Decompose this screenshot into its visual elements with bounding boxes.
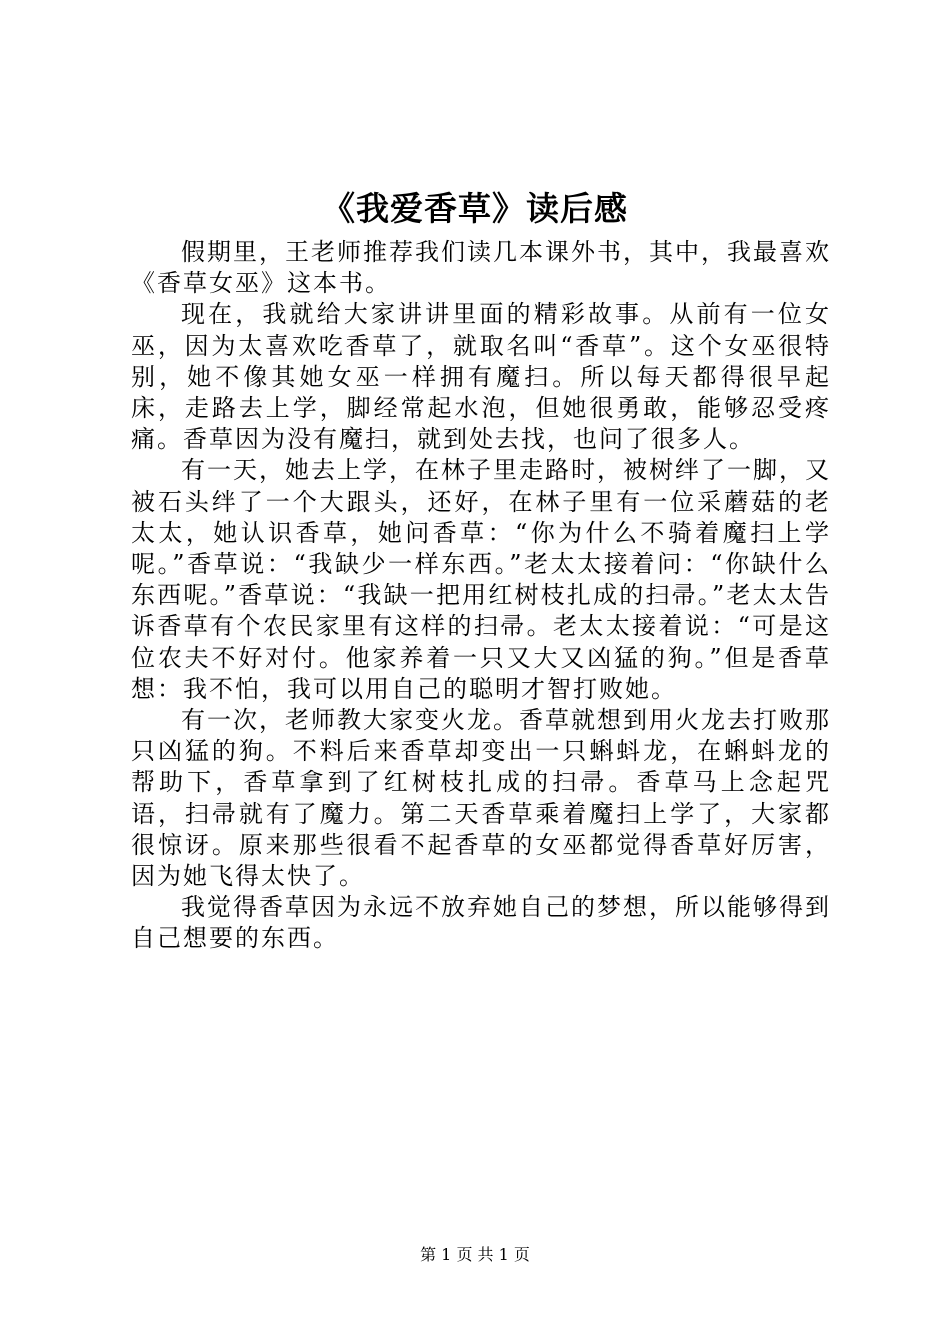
document-body <box>131 237 831 955</box>
paragraph-2: 现在，我就给大家讲讲里面的精彩故事。从前有一位女巫，因为太喜欢吃香草了，就取名叫“香草”。这个女巫很特别，她不像其她女巫一样拥有魔扫。所以每天都得很早起床，走路去上学，脚经常起水泡，但她很勇敢，能够忍受疼痛。香草因为没有魔扫，就到处去找，也问了很多人。 <box>131 300 831 454</box>
paragraph-5: 我觉得香草因为永远不放弃她自己的梦想，所以能够得到自己想要的东西。 <box>131 893 831 953</box>
paragraph-4: 有一次，老师教大家变火龙。香草就想到用火龙去打败那只凶猛的狗。不料后来香草却变出一只蝌蚪龙，在蝌蚪龙的帮助下，香草拿到了红树枝扎成的扫帚。香草马上念起咒语，扫帚就有了魔力。第二天香草乘着魔扫上学了，大家都很惊讶。原来那些很看不起香草的女巫都觉得香草好厉害，因为她飞得太快了。 <box>131 706 831 891</box>
paragraph-3: 有一天，她去上学，在林子里走路时，被树绊了一脚，又被石头绊了一个大跟头，还好，在林子里有一位采蘑菇的老太太，她认识香草，她问香草：“你为什么不骑着魔扫上学呢。”香草说：“我缺少一样东西。”老太太接着问：“你缺什么东西呢。”香草说：“我缺一把用红树枝扎成的扫帚。”老太太告诉香草有个农民家里有这样的扫帚。老太太接着说：“可是这位农夫不好对付。他家养着一只又大又凶猛的狗。”但是香草想：我不怕，我可以用自己的聪明才智打败她。 <box>131 456 831 703</box>
paragraph-1: 假期里，王老师推荐我们读几本课外书，其中，我最喜欢《香草女巫》这本书。 <box>131 238 831 298</box>
document-title: 《我爱香草》读后感 <box>322 189 628 228</box>
page-number-footer: 第 1 页 共 1 页 <box>420 1245 530 1264</box>
